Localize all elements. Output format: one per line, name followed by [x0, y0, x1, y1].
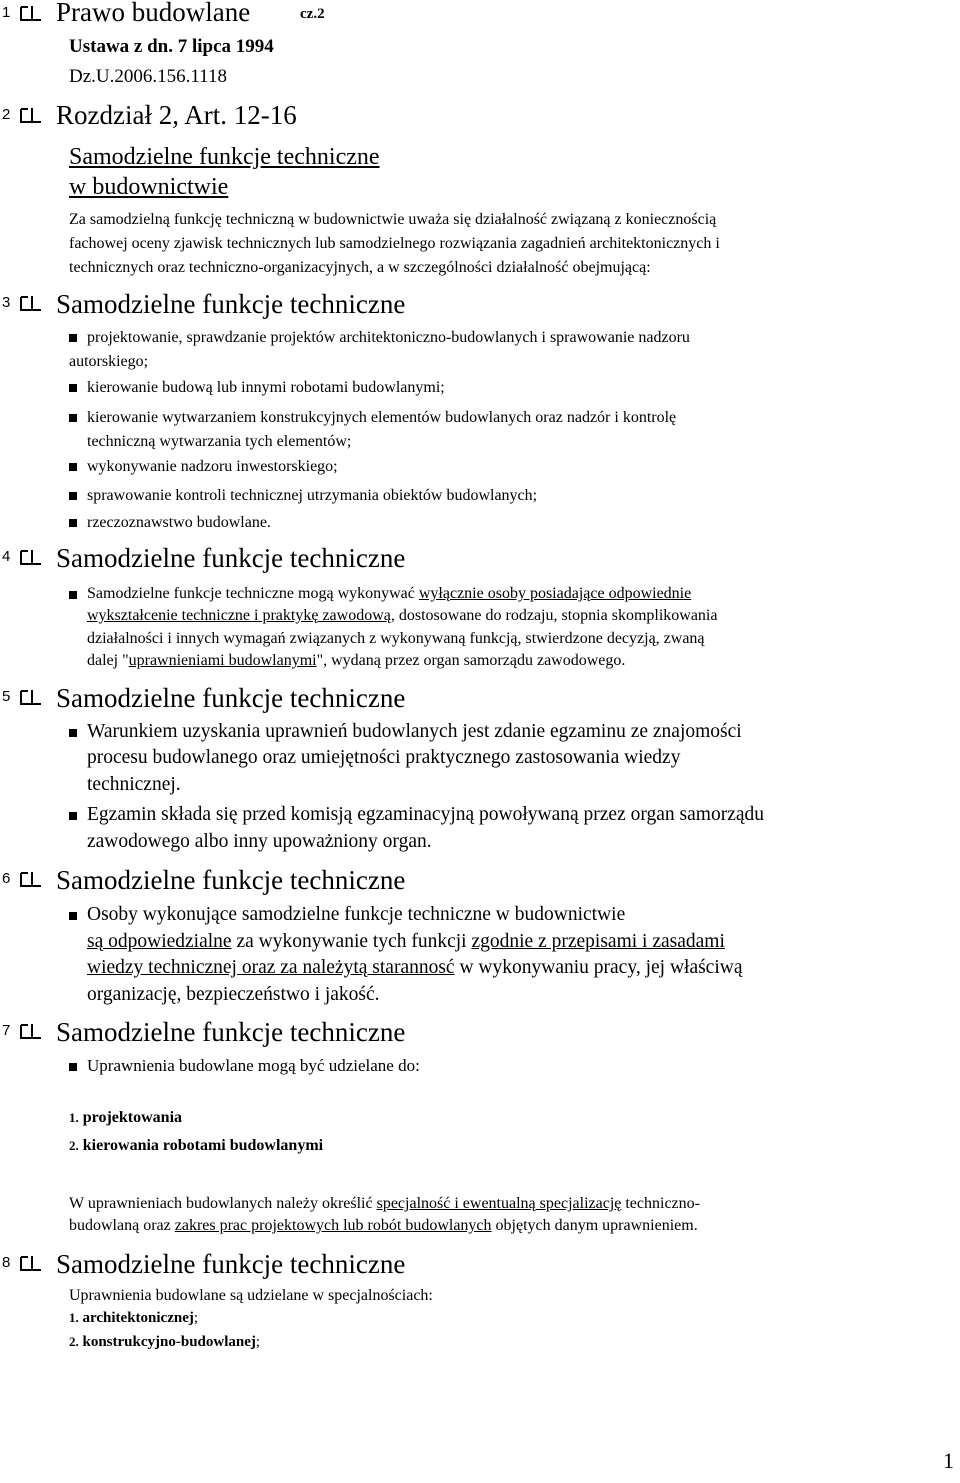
bullet-text: zawodowego albo inny upoważniony organ. [87, 831, 432, 852]
bullet-icon [69, 591, 77, 599]
slide-title: Samodzielne funkcje techniczne [56, 543, 406, 573]
bullet-icon [69, 463, 77, 471]
paragraph-line: dalej "uprawnieniami budowlanymi", wydaną przez organ samorządu zawodowego. [87, 652, 626, 669]
bullet-icon [69, 1063, 77, 1071]
slide-title: Samodzielne funkcje techniczne [56, 683, 406, 713]
slide-title: Samodzielne funkcje techniczne [56, 1017, 406, 1047]
bullet-text: procesu budowlanego oraz umiejętności praktycznego zastosowania wiedzy [87, 747, 681, 768]
bullet-text: sprawowanie kontroli technicznej utrzymania obiektów budowlanych; [87, 487, 538, 504]
paragraph-line: organizację, bezpieczeństwo i jakość. [87, 984, 380, 1005]
note-icon [18, 3, 44, 23]
slide-number: 7 [2, 1022, 11, 1039]
list-item: 1. architektonicznej; [69, 1310, 199, 1326]
underlined-text: wyłącznie osoby posiadające odpowiednie [418, 585, 692, 602]
journal-ref: Dz.U.2006.156.1118 [69, 66, 227, 87]
underlined-text: zgodnie z przepisami i zasadami [471, 931, 725, 952]
bullet-icon [69, 812, 77, 820]
underlined-text: wykształcenie techniczne i praktykę zawodową [87, 607, 391, 624]
paragraph-line: wiedzy technicznej oraz za należytą starannosć w wykonywaniu pracy, jej właściwą [87, 957, 743, 978]
note-icon [18, 869, 44, 889]
slide-title: Samodzielne funkcje techniczne [56, 1249, 406, 1279]
bullet-text: Warunkiem uzyskania uprawnień budowlanych jest zdanie egzaminu ze znajomości [87, 721, 742, 742]
bullet-text: Egzamin składa się przed komisją egzaminacyjną powoływaną przez organ samorządu [87, 804, 765, 825]
note-icon [18, 1021, 44, 1041]
slide-title: Prawo budowlane [56, 0, 251, 27]
bullet-icon [69, 492, 77, 500]
bullet-text: Uprawnienia budowlane mogą być udzielane do: [87, 1056, 420, 1075]
list-item: 1. projektowania [69, 1109, 183, 1126]
paragraph-line: Samodzielne funkcje techniczne mogą wykonywać wyłącznie osoby posiadające odpowiednie [87, 585, 692, 602]
slide-number: 3 [2, 294, 11, 311]
note-icon [18, 687, 44, 707]
bullet-text: rzeczoznawstwo budowlane. [87, 514, 271, 531]
slide-number: 5 [2, 688, 11, 705]
list-item: 2. kierowania robotami budowlanymi [69, 1137, 324, 1154]
body-line: Uprawnienia budowlane są udzielane w specjalnościach: [69, 1287, 433, 1304]
note-icon [18, 1253, 44, 1273]
underlined-text: są odpowiedzialne [87, 931, 232, 952]
body-line: Za samodzielną funkcję techniczną w budownictwie uważa się działalność związaną z koniecznością [69, 211, 717, 228]
bullet-icon [69, 414, 77, 422]
slide-number: 2 [2, 106, 11, 123]
subtitle-line: w budownictwie [69, 174, 229, 200]
underlined-text: wiedzy technicznej oraz za należytą starannosć [87, 957, 455, 978]
bullet-icon [69, 384, 77, 392]
page-number: 1 [943, 1448, 954, 1473]
paragraph-line: W uprawnieniach budowlanych należy określić specjalność i ewentualną specjalizację techniczno- [69, 1195, 700, 1212]
slide-title: Samodzielne funkcje techniczne [56, 289, 406, 319]
slide-number: 4 [2, 548, 11, 565]
subtitle-line: Samodzielne funkcje techniczne [69, 144, 380, 170]
slide-title: Rozdział 2, Art. 12-16 [56, 100, 297, 130]
slide-number: 6 [2, 870, 11, 887]
paragraph-line: działalności i innych wymagań związanych z wykonywaną funkcją, stwierdzone decyzją, zwaną [87, 630, 705, 647]
note-icon [18, 105, 44, 125]
bullet-icon [69, 912, 77, 920]
underlined-text: zakres prac projektowych lub robót budowlanych [174, 1217, 492, 1234]
bullet-text: kierowanie budową lub innymi robotami budowlanymi; [87, 379, 445, 396]
list-item: 2. konstrukcyjno-budowlanej; [69, 1334, 261, 1350]
underlined-text: specjalność i ewentualną specjalizację [376, 1195, 622, 1212]
bullet-text: kierowanie wytwarzaniem konstrukcyjnych elementów budowlanych oraz nadzór i kontrolę [87, 409, 677, 426]
paragraph-line: Osoby wykonujące samodzielne funkcje techniczne w budownictwie [87, 904, 626, 925]
body-line: fachowej oceny zjawisk technicznych lub samodzielnego rozwiązania zagadnień architektonicznych i [69, 235, 720, 252]
slide-number: 8 [2, 1254, 11, 1271]
paragraph-line: wykształcenie techniczne i praktykę zawodową, dostosowane do rodzaju, stopnia skomplikowania [87, 607, 718, 624]
bullet-text: projektowanie, sprawdzanie projektów architektoniczno-budowlanych i sprawowanie nadzoru [87, 329, 690, 346]
body-line: technicznych oraz techniczno-organizacyjnych, a w szczególności działalność obejmującą: [69, 259, 651, 276]
bullet-text: technicznej. [87, 774, 181, 795]
slide-title: Samodzielne funkcje techniczne [56, 865, 406, 895]
act-date: Ustawa z dn. 7 lipca 1994 [69, 36, 274, 57]
paragraph-line: budowlaną oraz zakres prac projektowych lub robót budowlanych objętych danym uprawnieniem. [69, 1217, 698, 1234]
note-icon [18, 293, 44, 313]
note-icon [18, 547, 44, 567]
slide-number: 1 [2, 4, 11, 21]
bullet-icon [69, 334, 77, 342]
bullet-text: techniczną wytwarzania tych elementów; [87, 433, 352, 450]
bullet-text: wykonywanie nadzoru inwestorskiego; [87, 458, 338, 475]
bullet-icon [69, 519, 77, 527]
paragraph-line: są odpowiedzialne za wykonywanie tych funkcji zgodnie z przepisami i zasadami [87, 931, 725, 952]
underlined-text: uprawnieniami budowlanymi [128, 652, 317, 669]
title-suffix: cz.2 [300, 6, 325, 22]
bullet-icon [69, 729, 77, 737]
bullet-text: autorskiego; [69, 353, 149, 370]
